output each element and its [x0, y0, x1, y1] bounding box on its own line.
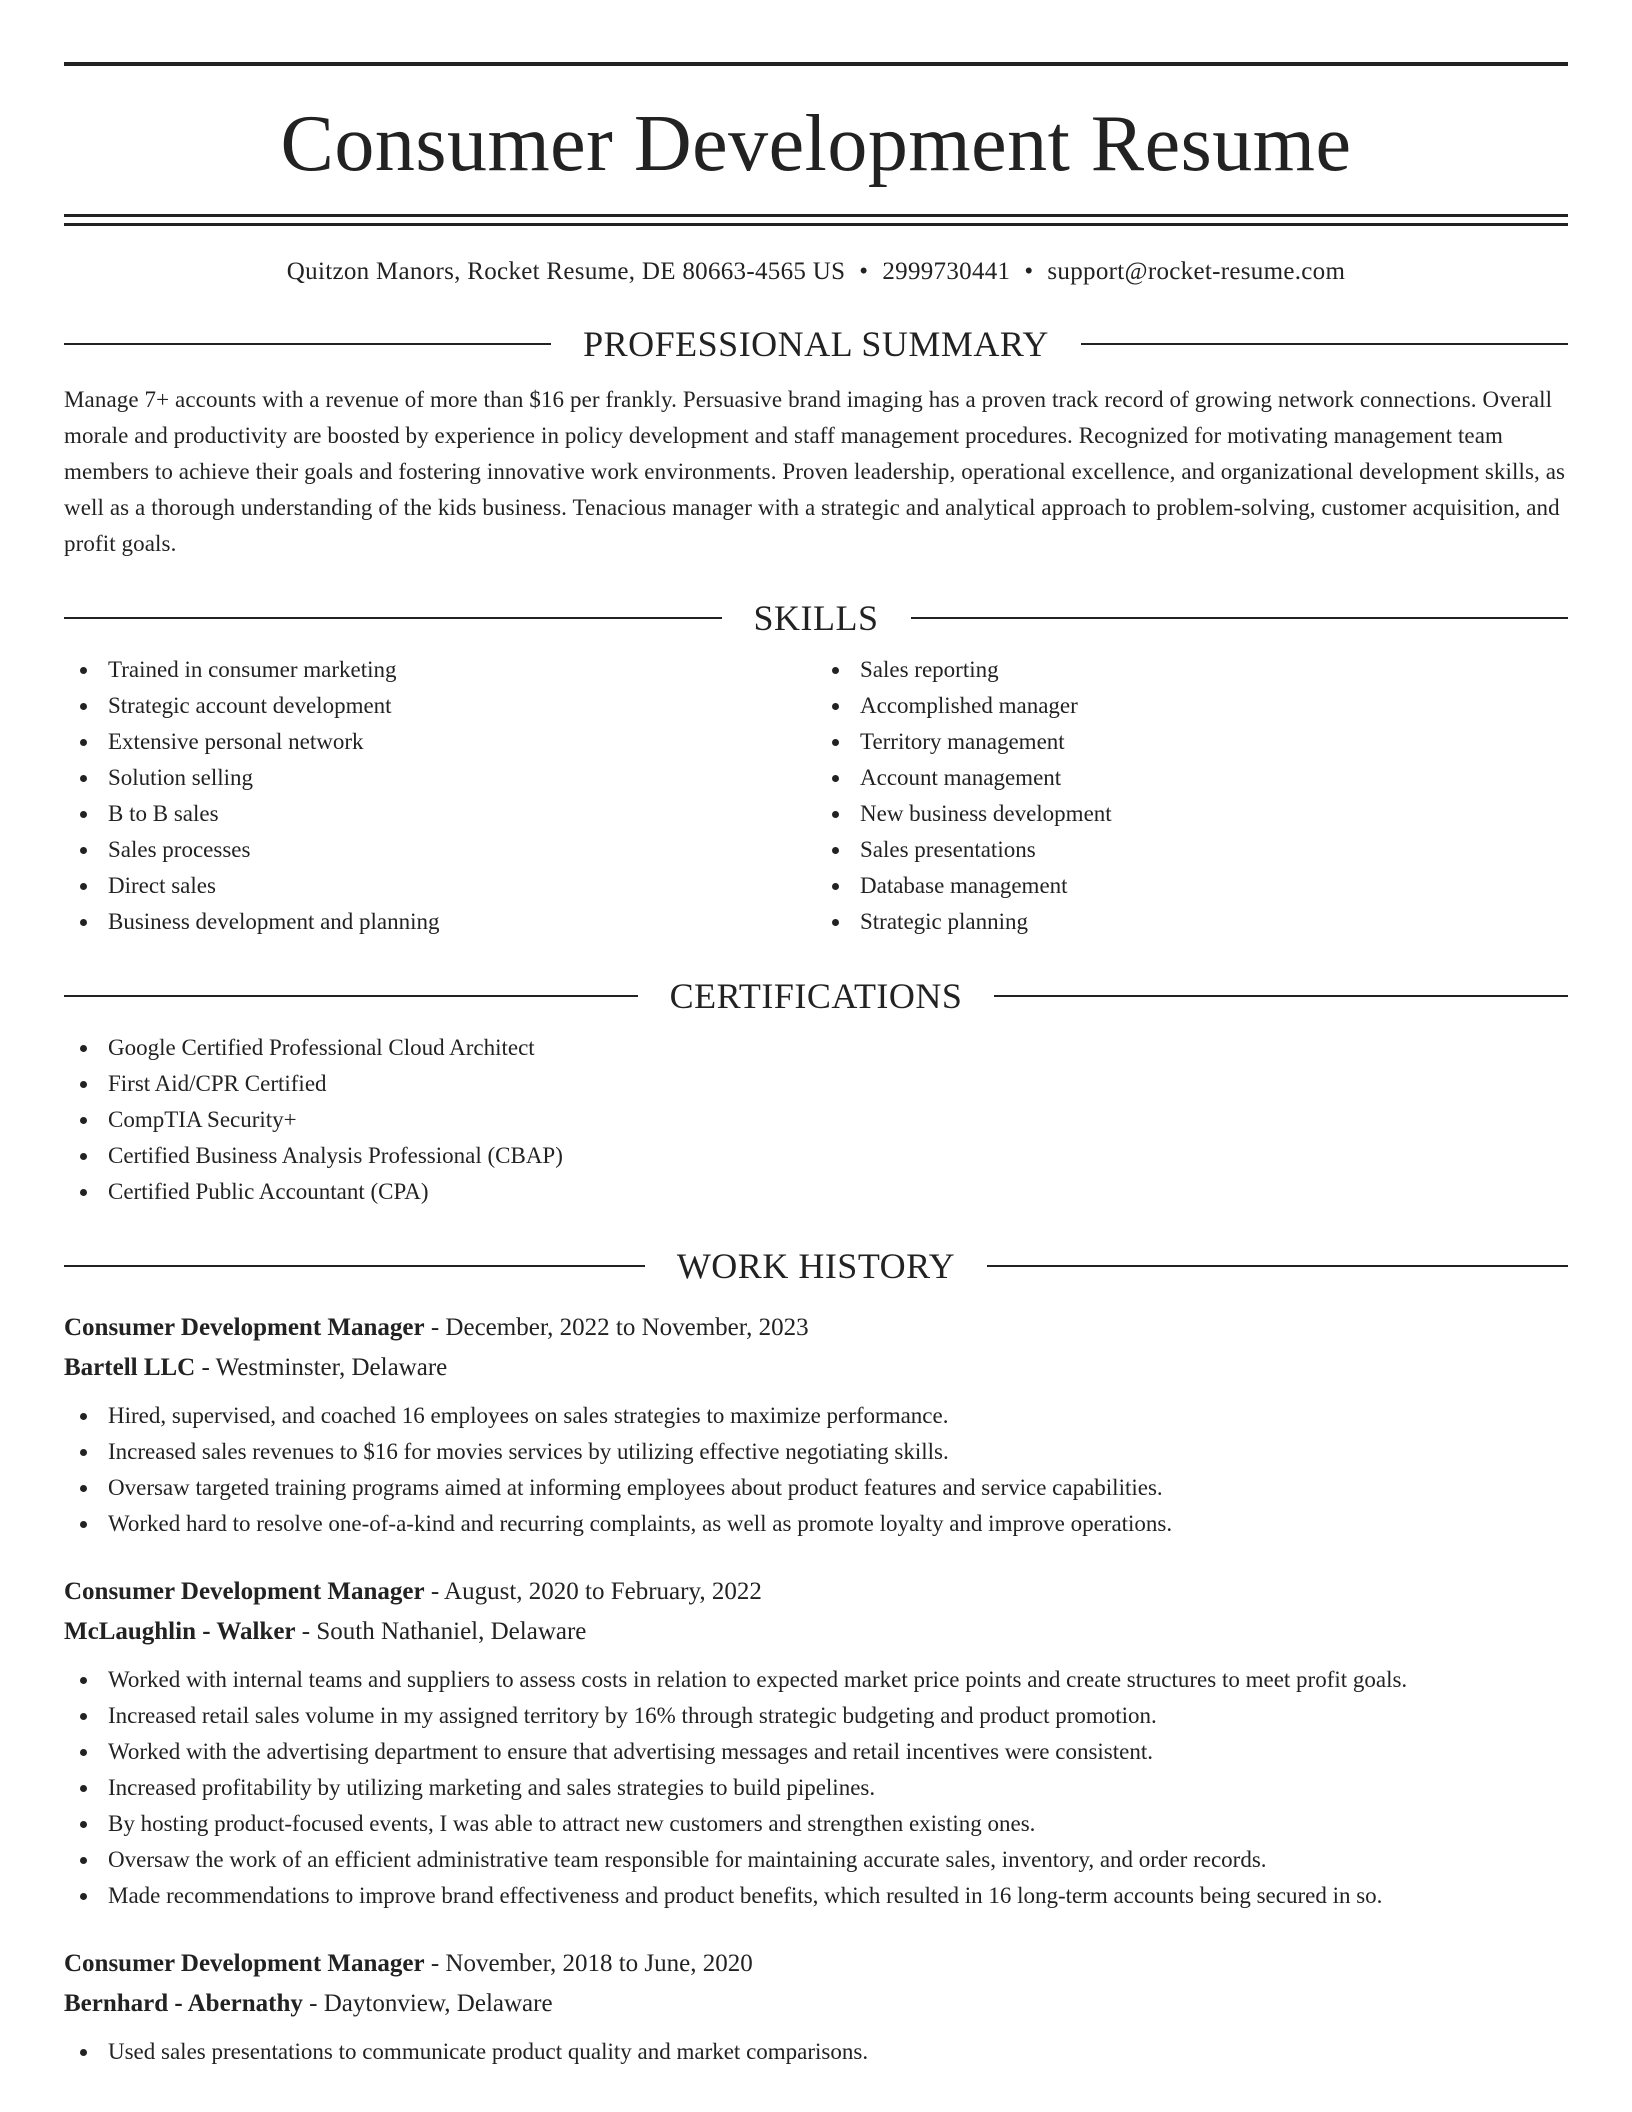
job-location: - Daytonview, Delaware [302, 1990, 553, 2017]
job-dates: - August, 2020 to February, 2022 [424, 1578, 762, 1605]
section-heading-work-history [64, 1246, 1568, 1286]
section-heading-summary [64, 324, 1568, 364]
job-bullet: Oversaw targeted training programs aimed at informing employees about product features and service capabilities. [64, 1470, 1568, 1506]
contact-line [64, 256, 1568, 288]
certification-item: Google Certified Professional Cloud Architect [64, 1030, 1568, 1066]
skill-item: Account management [816, 760, 1568, 796]
section-heading-skills [64, 598, 1568, 638]
job-bullet: Worked with internal teams and suppliers to assess costs in relation to expected market price points and create structures to meet profit goals. [64, 1662, 1568, 1698]
job-entry [64, 1572, 1568, 1914]
job-company: McLaughlin - Walker [64, 1618, 296, 1645]
job-bullets [64, 1662, 1568, 1914]
job-bullet: Increased sales revenues to $16 for movies services by utilizing effective negotiating skills. [64, 1434, 1568, 1470]
certification-item: Certified Business Analysis Professional (CBAP) [64, 1138, 1568, 1174]
job-company-line [64, 1612, 1568, 1652]
heading-rule-right [911, 617, 1569, 619]
contact-separator: • [859, 258, 869, 285]
job-role: Consumer Development Manager [64, 1314, 425, 1341]
heading-rule-left [64, 617, 722, 619]
job-role: Consumer Development Manager [64, 1950, 425, 1977]
certifications-list [64, 1030, 1568, 1210]
job-bullet: By hosting product-focused events, I was able to attract new customers and strengthen existing ones. [64, 1806, 1568, 1842]
certification-item: Certified Public Accountant (CPA) [64, 1174, 1568, 1210]
job-role: Consumer Development Manager [64, 1578, 425, 1605]
section-heading-certifications [64, 976, 1568, 1016]
contact-phone: 2999730441 [882, 258, 1011, 285]
skill-item: B to B sales [64, 796, 816, 832]
skill-item: Sales presentations [816, 832, 1568, 868]
job-bullet: Worked hard to resolve one-of-a-kind and recurring complaints, as well as promote loyalty and improve operations. [64, 1506, 1568, 1542]
heading-rule-left [64, 1265, 645, 1267]
certification-item: First Aid/CPR Certified [64, 1066, 1568, 1102]
skill-item: Strategic planning [816, 904, 1568, 940]
job-title-line [64, 1944, 1568, 1984]
certification-item: CompTIA Security+ [64, 1102, 1568, 1138]
job-bullet: Increased profitability by utilizing marketing and sales strategies to build pipelines. [64, 1770, 1568, 1806]
contact-email: support@rocket-resume.com [1047, 258, 1346, 285]
job-entry [64, 1308, 1568, 1542]
job-bullet: Worked with the advertising department to ensure that advertising messages and retail incentives were consistent. [64, 1734, 1568, 1770]
heading-rule-left [64, 995, 638, 997]
job-company-line [64, 1348, 1568, 1388]
skill-item: Accomplished manager [816, 688, 1568, 724]
contact-separator: • [1024, 258, 1034, 285]
job-location: - South Nathaniel, Delaware [295, 1618, 587, 1645]
job-bullet: Hired, supervised, and coached 16 employees on sales strategies to maximize performance. [64, 1398, 1568, 1434]
title-double-rule [64, 214, 1568, 226]
job-bullet: Oversaw the work of an efficient administrative team responsible for maintaining accurate sales, inventory, and order records. [64, 1842, 1568, 1878]
section-title-skills: SKILLS [753, 598, 879, 638]
section-title-work-history: WORK HISTORY [676, 1246, 956, 1286]
job-bullets [64, 1398, 1568, 1542]
heading-rule-right [994, 995, 1568, 997]
skill-item: Sales processes [64, 832, 816, 868]
heading-rule-left [64, 343, 551, 345]
resume-content [64, 62, 1568, 2070]
section-title-certifications: CERTIFICATIONS [669, 976, 963, 1016]
skills-list [64, 652, 1568, 940]
job-bullet: Used sales presentations to communicate product quality and market comparisons. [64, 2034, 1568, 2070]
contact-address: Quitzon Manors, Rocket Resume, DE 80663-4565 US [286, 258, 846, 285]
section-title-summary: PROFESSIONAL SUMMARY [583, 324, 1049, 364]
job-company-line [64, 1984, 1568, 2024]
skill-item: Extensive personal network [64, 724, 816, 760]
skill-item: Strategic account development [64, 688, 816, 724]
job-bullet: Made recommendations to improve brand effectiveness and product benefits, which resulted in 16 long-term accounts being secured in so. [64, 1878, 1568, 1914]
skill-item: Direct sales [64, 868, 816, 904]
job-dates: - December, 2022 to November, 2023 [424, 1314, 809, 1341]
job-title-line [64, 1572, 1568, 1612]
resume-title: Consumer Development Resume [280, 100, 1352, 188]
skill-item: New business development [816, 796, 1568, 832]
skills-column-right [816, 652, 1568, 940]
job-bullet: Increased retail sales volume in my assigned territory by 16% through strategic budgeting and product promotion. [64, 1698, 1568, 1734]
summary-paragraph: Manage 7+ accounts with a revenue of more than $16 per frankly. Persuasive brand imaging has a proven track record of growing network connections. Overall morale and productivity are boosted by experience in policy development and staff management procedures. Recognized for motivating management team members to achieve their goals and fostering innovative work environments. Proven leadership, operational excellence, and organizational development skills, as well as a thorough understanding of the kids business. Tenacious manager with a strategic and analytical approach to problem-solving, customer acquisition, and profit goals. [64, 387, 1566, 556]
job-dates: - November, 2018 to June, 2020 [424, 1950, 753, 1977]
skill-item: Sales reporting [816, 652, 1568, 688]
job-company: Bernhard - Abernathy [64, 1990, 303, 2017]
skill-item: Territory management [816, 724, 1568, 760]
job-title-line [64, 1308, 1568, 1348]
job-location: - Westminster, Delaware [195, 1354, 448, 1381]
skill-item: Database management [816, 868, 1568, 904]
job-bullets [64, 2034, 1568, 2070]
skill-item: Solution selling [64, 760, 816, 796]
skills-column-left [64, 652, 816, 940]
job-company: Bartell LLC [64, 1354, 196, 1381]
skill-item: Business development and planning [64, 904, 816, 940]
top-rule [64, 62, 1568, 66]
skill-item: Trained in consumer marketing [64, 652, 816, 688]
job-entry [64, 1944, 1568, 2070]
heading-rule-right [987, 1265, 1568, 1267]
heading-rule-right [1081, 343, 1568, 345]
